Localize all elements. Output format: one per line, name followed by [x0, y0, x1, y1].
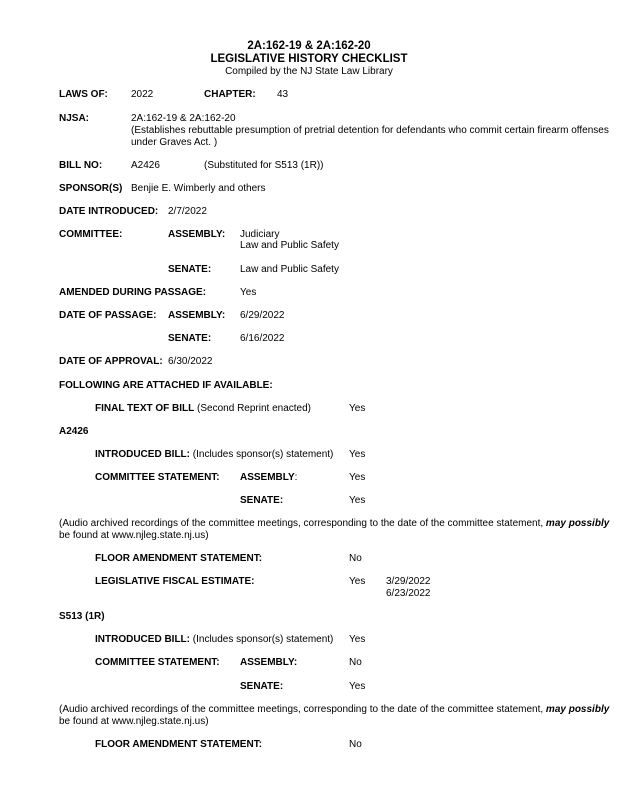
s513-senate-label: SENATE: [240, 681, 284, 692]
approval-value: 6/30/2022 [168, 356, 213, 367]
a2426-senate-value: Yes [349, 495, 366, 506]
s513-audio-text: (Audio archived recordings of the committee meetings, corresponding to the date of the committee statement, [59, 704, 546, 715]
date-introduced-value: 2/7/2022 [168, 206, 207, 217]
committee-assembly-2: Law and Public Safety [240, 240, 339, 251]
a2426-committee-label: COMMITTEE STATEMENT: [95, 472, 220, 483]
bill-substituted: (Substituted for S513 (1R)) [204, 160, 324, 171]
amended-value: Yes [240, 287, 257, 298]
a2426-heading: A2426 [59, 426, 89, 437]
sponsors-label: SPONSOR(S) [59, 183, 123, 194]
approval-label: DATE OF APPROVAL: [59, 356, 163, 367]
committee-assembly-1: Judiciary [240, 229, 280, 240]
page-subtitle: LEGISLATIVE HISTORY CHECKLIST [210, 53, 408, 65]
a2426-introduced-label: INTRODUCED BILL: [95, 449, 190, 460]
s513-audio-note-line2: be found at www.njleg.state.nj.us) [59, 716, 209, 727]
a2426-audio-text: (Audio archived recordings of the committee meetings, corresponding to the date of the committee statement, [59, 518, 546, 529]
chapter-label: CHAPTER: [204, 89, 256, 100]
s513-assembly-value: No [349, 657, 362, 668]
bill-no-label: BILL NO: [59, 160, 103, 171]
a2426-audio-note-line2: be found at www.njleg.state.nj.us) [59, 530, 209, 541]
final-text-note: (Second Reprint enacted) [194, 403, 311, 414]
a2426-introduced-row [95, 449, 333, 461]
a2426-audio-note-line1 [59, 518, 609, 530]
final-text-row [95, 403, 311, 415]
passage-label: DATE OF PASSAGE: [59, 310, 157, 321]
a2426-floor-value: No [349, 553, 362, 564]
passage-senate-value: 6/16/2022 [240, 333, 285, 344]
a2426-audio-emphasis: may possibly [545, 518, 610, 529]
s513-audio-emphasis: may possibly [545, 704, 610, 715]
njsa-description-line2: under Graves Act. ) [131, 137, 218, 148]
s513-committee-label: COMMITTEE STATEMENT: [95, 657, 220, 668]
chapter-value: 43 [277, 89, 289, 100]
final-text-value: Yes [349, 403, 366, 414]
date-introduced-label: DATE INTRODUCED: [59, 206, 159, 217]
a2426-assembly-row [240, 472, 297, 484]
a2426-assembly-colon: : [294, 472, 298, 483]
a2426-introduced-note: (Includes sponsor(s) statement) [190, 449, 334, 460]
laws-of-label: LAWS OF: [59, 89, 108, 100]
final-text-label: FINAL TEXT OF BILL [95, 403, 195, 414]
s513-audio-note-line1 [59, 704, 609, 716]
sponsors-value: Benjie E. Wimberly and others [131, 183, 266, 194]
s513-introduced-value: Yes [349, 634, 366, 645]
amended-label: AMENDED DURING PASSAGE: [59, 287, 207, 298]
s513-introduced-note: (Includes sponsor(s) statement) [190, 634, 334, 645]
a2426-introduced-value: Yes [349, 449, 366, 460]
njsa-description-line1: (Establishes rebuttable presumption of pretrial detention for defendants who commit certain firearm offenses [131, 125, 609, 136]
bill-no-value: A2426 [131, 160, 160, 171]
compiled-by: Compiled by the NJ State Law Library [225, 66, 393, 77]
passage-senate-label: SENATE: [168, 333, 212, 344]
committee-assembly-label: ASSEMBLY: [168, 229, 226, 240]
laws-of-year: 2022 [131, 89, 154, 100]
page-title: 2A:162-19 & 2A:162-20 [247, 40, 371, 52]
a2426-fiscal-value: Yes [349, 576, 366, 587]
s513-floor-value: No [349, 739, 362, 750]
njsa-label: NJSA: [59, 113, 90, 124]
passage-assembly-value: 6/29/2022 [240, 310, 285, 321]
njsa-value: 2A:162-19 & 2A:162-20 [131, 113, 236, 124]
a2426-floor-label: FLOOR AMENDMENT STATEMENT: [95, 553, 263, 564]
s513-introduced-label: INTRODUCED BILL: [95, 634, 190, 645]
a2426-senate-label: SENATE: [240, 495, 284, 506]
s513-floor-label: FLOOR AMENDMENT STATEMENT: [95, 739, 263, 750]
a2426-fiscal-label: LEGISLATIVE FISCAL ESTIMATE: [95, 576, 255, 587]
committee-label: COMMITTEE: [59, 229, 123, 240]
a2426-fiscal-date-1: 3/29/2022 [386, 576, 431, 587]
s513-heading: S513 (1R) [59, 611, 105, 622]
s513-senate-value: Yes [349, 681, 366, 692]
s513-introduced-row [95, 634, 333, 646]
attached-heading: FOLLOWING ARE ATTACHED IF AVAILABLE: [59, 380, 273, 391]
passage-assembly-label: ASSEMBLY: [168, 310, 226, 321]
a2426-assembly-value: Yes [349, 472, 366, 483]
committee-senate-value: Law and Public Safety [240, 264, 339, 275]
a2426-assembly-label: ASSEMBLY [240, 472, 295, 483]
committee-senate-label: SENATE: [168, 264, 212, 275]
s513-assembly-label: ASSEMBLY: [240, 657, 298, 668]
a2426-fiscal-date-2: 6/23/2022 [386, 588, 431, 599]
